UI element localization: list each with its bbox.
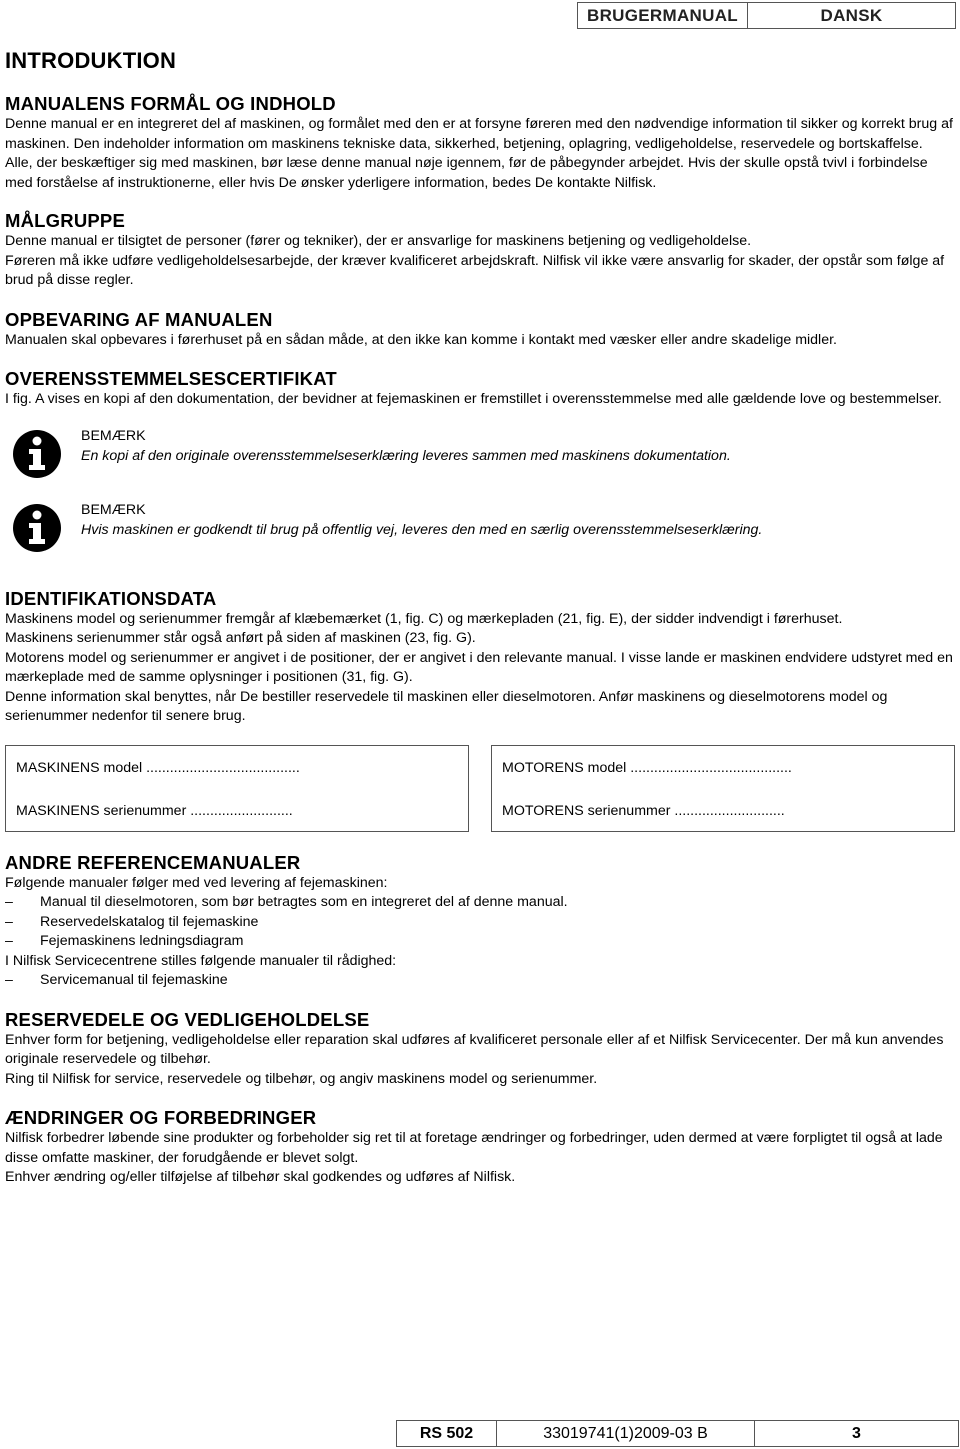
paragraph: Følgende manualer følger med ved levering af fejemaskinen:	[5, 874, 388, 891]
list-item-text: Reservedelskatalog til fejemaskine	[40, 913, 259, 930]
section-heading: ÆNDRINGER OG FORBEDRINGER	[5, 1107, 317, 1128]
dash-marker: –	[5, 972, 13, 988]
note-label: BEMÆRK	[81, 501, 146, 518]
note-label: BEMÆRK	[81, 427, 146, 444]
list-item	[5, 971, 955, 991]
paragraph: Manualen skal opbevares i førerhuset på en sådan måde, at den ikke kan komme i kontakt med væsker eller andre skadelige midler.	[5, 331, 837, 348]
manual-type-label: BRUGERMANUAL	[577, 2, 747, 29]
paragraph: Maskinens serienummer står også anført på siden af maskinen (23, fig. G).	[5, 630, 476, 646]
page-header	[577, 2, 956, 29]
paragraph: Denne information skal benyttes, når De bestiller reservedele til maskinen eller dieselmotoren. Anfør maskinens og dieselmotorens model og serienummer nedenfor til senere brug.	[5, 688, 888, 724]
service-manual-list	[5, 971, 955, 991]
paragraph: Alle, der beskæftiger sig med maskinen, bør læse denne manual nøje igennem, før de påbegynder arbejdet. Hvis der skulle opstå tvivl i forbindelse med forståelse af instruktionerne, eller hvis De ønsker yderligere information, bedes De kontakte Nilfisk.	[5, 155, 928, 191]
engine-id-box	[491, 745, 955, 832]
section-changes	[5, 1107, 955, 1188]
list-item-text: Manual til dieselmotoren, som bør betragtes som en integreret del af denne manual.	[40, 894, 568, 910]
engine-model-field: MOTORENS model .........................................	[502, 759, 792, 776]
section-heading: MANUALENS FORMÅL OG INDHOLD	[5, 93, 336, 114]
machine-model-field: MASKINENS model .......................................	[16, 759, 300, 776]
paragraph: Enhver form for betjening, vedligeholdelse eller reparation skal udføres af kvalificeret personale eller af et Nilfisk Servicecenter. Der må kun anvendes originale reservedele og tilbehør.	[5, 1031, 944, 1067]
paragraph: Enhver ændring og/eller tilføjelse af tilbehør skal godkendes og udføres af Nilfisk.	[5, 1169, 516, 1185]
list-item	[5, 893, 955, 913]
section-heading: ANDRE REFERENCEMANUALER	[5, 851, 301, 873]
paragraph: I fig. A vises en kopi af den dokumentation, der bevidner at fejemaskinen er fremstillet i overensstemmelse med alle gældende love og bestemmelser.	[5, 391, 942, 407]
language-label: DANSK	[747, 2, 956, 29]
dash-marker: –	[5, 933, 13, 949]
dash-marker: –	[5, 894, 13, 910]
info-icon	[13, 430, 61, 478]
paragraph: Maskinens model og serienummer fremgår af klæbemærket (1, fig. C) og mærkepladen (21, fig. E), der sidder indvendigt i førerhuset.	[5, 610, 843, 627]
machine-id-box	[5, 745, 469, 832]
section-purpose	[5, 93, 955, 193]
note-box	[5, 426, 955, 478]
section-storage	[5, 309, 955, 351]
section-spare-parts	[5, 1009, 955, 1090]
identification-boxes	[5, 745, 955, 832]
section-identification	[5, 588, 955, 832]
footer-model: RS 502	[396, 1420, 496, 1447]
page-number: 3	[754, 1420, 959, 1447]
section-reference-manuals	[5, 852, 955, 991]
section-heading: MÅLGRUPPE	[5, 210, 125, 231]
list-item-text: Servicemanual til fejemaskine	[40, 972, 228, 988]
main-content	[5, 93, 955, 1188]
section-heading: RESERVEDELE OG VEDLIGEHOLDELSE	[5, 1008, 370, 1030]
paragraph: Føreren må ikke udføre vedligeholdelsesarbejde, der kræver kvalificeret arbejdskraft. Nilfisk vil ikke være ansvarlig for skader, der opstår som følge af brud på disse regler.	[5, 252, 945, 288]
note-text: En kopi af den originale overensstemmelseserklæring leveres sammen med maskinens dokumentation.	[81, 447, 731, 464]
section-certificate	[5, 368, 955, 552]
manual-list	[5, 893, 955, 952]
paragraph: I Nilfisk Servicecentrene stilles følgende manualer til rådighed:	[5, 952, 397, 969]
page-title: INTRODUKTION	[5, 48, 177, 73]
page-footer	[396, 1420, 959, 1447]
section-target-group	[5, 210, 955, 291]
note-box	[5, 500, 955, 552]
paragraph: Motorens model og serienummer er angivet i de positioner, der er angivet i den relevante manual. I visse lande er maskinen endvidere udstyret med en mærkeplade med de samme oplysninger i positionen (31, fig. G).	[5, 649, 953, 685]
machine-serial-field: MASKINENS serienummer ..........................	[16, 802, 293, 819]
paragraph: Denne manual er en integreret del af maskinen, og formålet med den er at forsyne føreren med den nødvendige information til sikker og korrekt brug af maskinen. Den indeholder information om maskinens tekniske data, sikkerhed, betjening, oplagring, vedligeholdelse, reservedele og bortskaffelse.	[5, 116, 953, 152]
section-heading: IDENTIFIKATIONSDATA	[5, 587, 217, 609]
list-item	[5, 913, 955, 933]
list-item-text: Fejemaskinens ledningsdiagram	[40, 933, 244, 949]
paragraph: Denne manual er tilsigtet de personer (fører og tekniker), der er ansvarlige for maskinens betjening og vedligeholdelse.	[5, 233, 752, 249]
list-item	[5, 932, 955, 952]
engine-serial-field: MOTORENS serienummer ............................	[502, 802, 785, 819]
paragraph: Ring til Nilfisk for service, reservedele og tilbehør, og angiv maskinens model og serienummer.	[5, 1070, 598, 1087]
footer-doc-code: 33019741(1)2009-03 B	[496, 1420, 754, 1447]
info-icon	[13, 504, 61, 552]
section-heading: OPBEVARING AF MANUALEN	[5, 308, 273, 330]
note-text: Hvis maskinen er godkendt til brug på offentlig vej, leveres den med en særlig overensstemmelseserklæring.	[81, 521, 763, 538]
dash-marker: –	[5, 913, 13, 930]
paragraph: Nilfisk forbedrer løbende sine produkter og forbeholder sig ret til at foretage ændringer og forbedringer, uden dermed at være forpligtet til også at lade disse omfatte maskiner, der forudgående er blevet solgt.	[5, 1130, 943, 1166]
section-heading: OVERENSSTEMMELSESCERTIFIKAT	[5, 368, 337, 389]
